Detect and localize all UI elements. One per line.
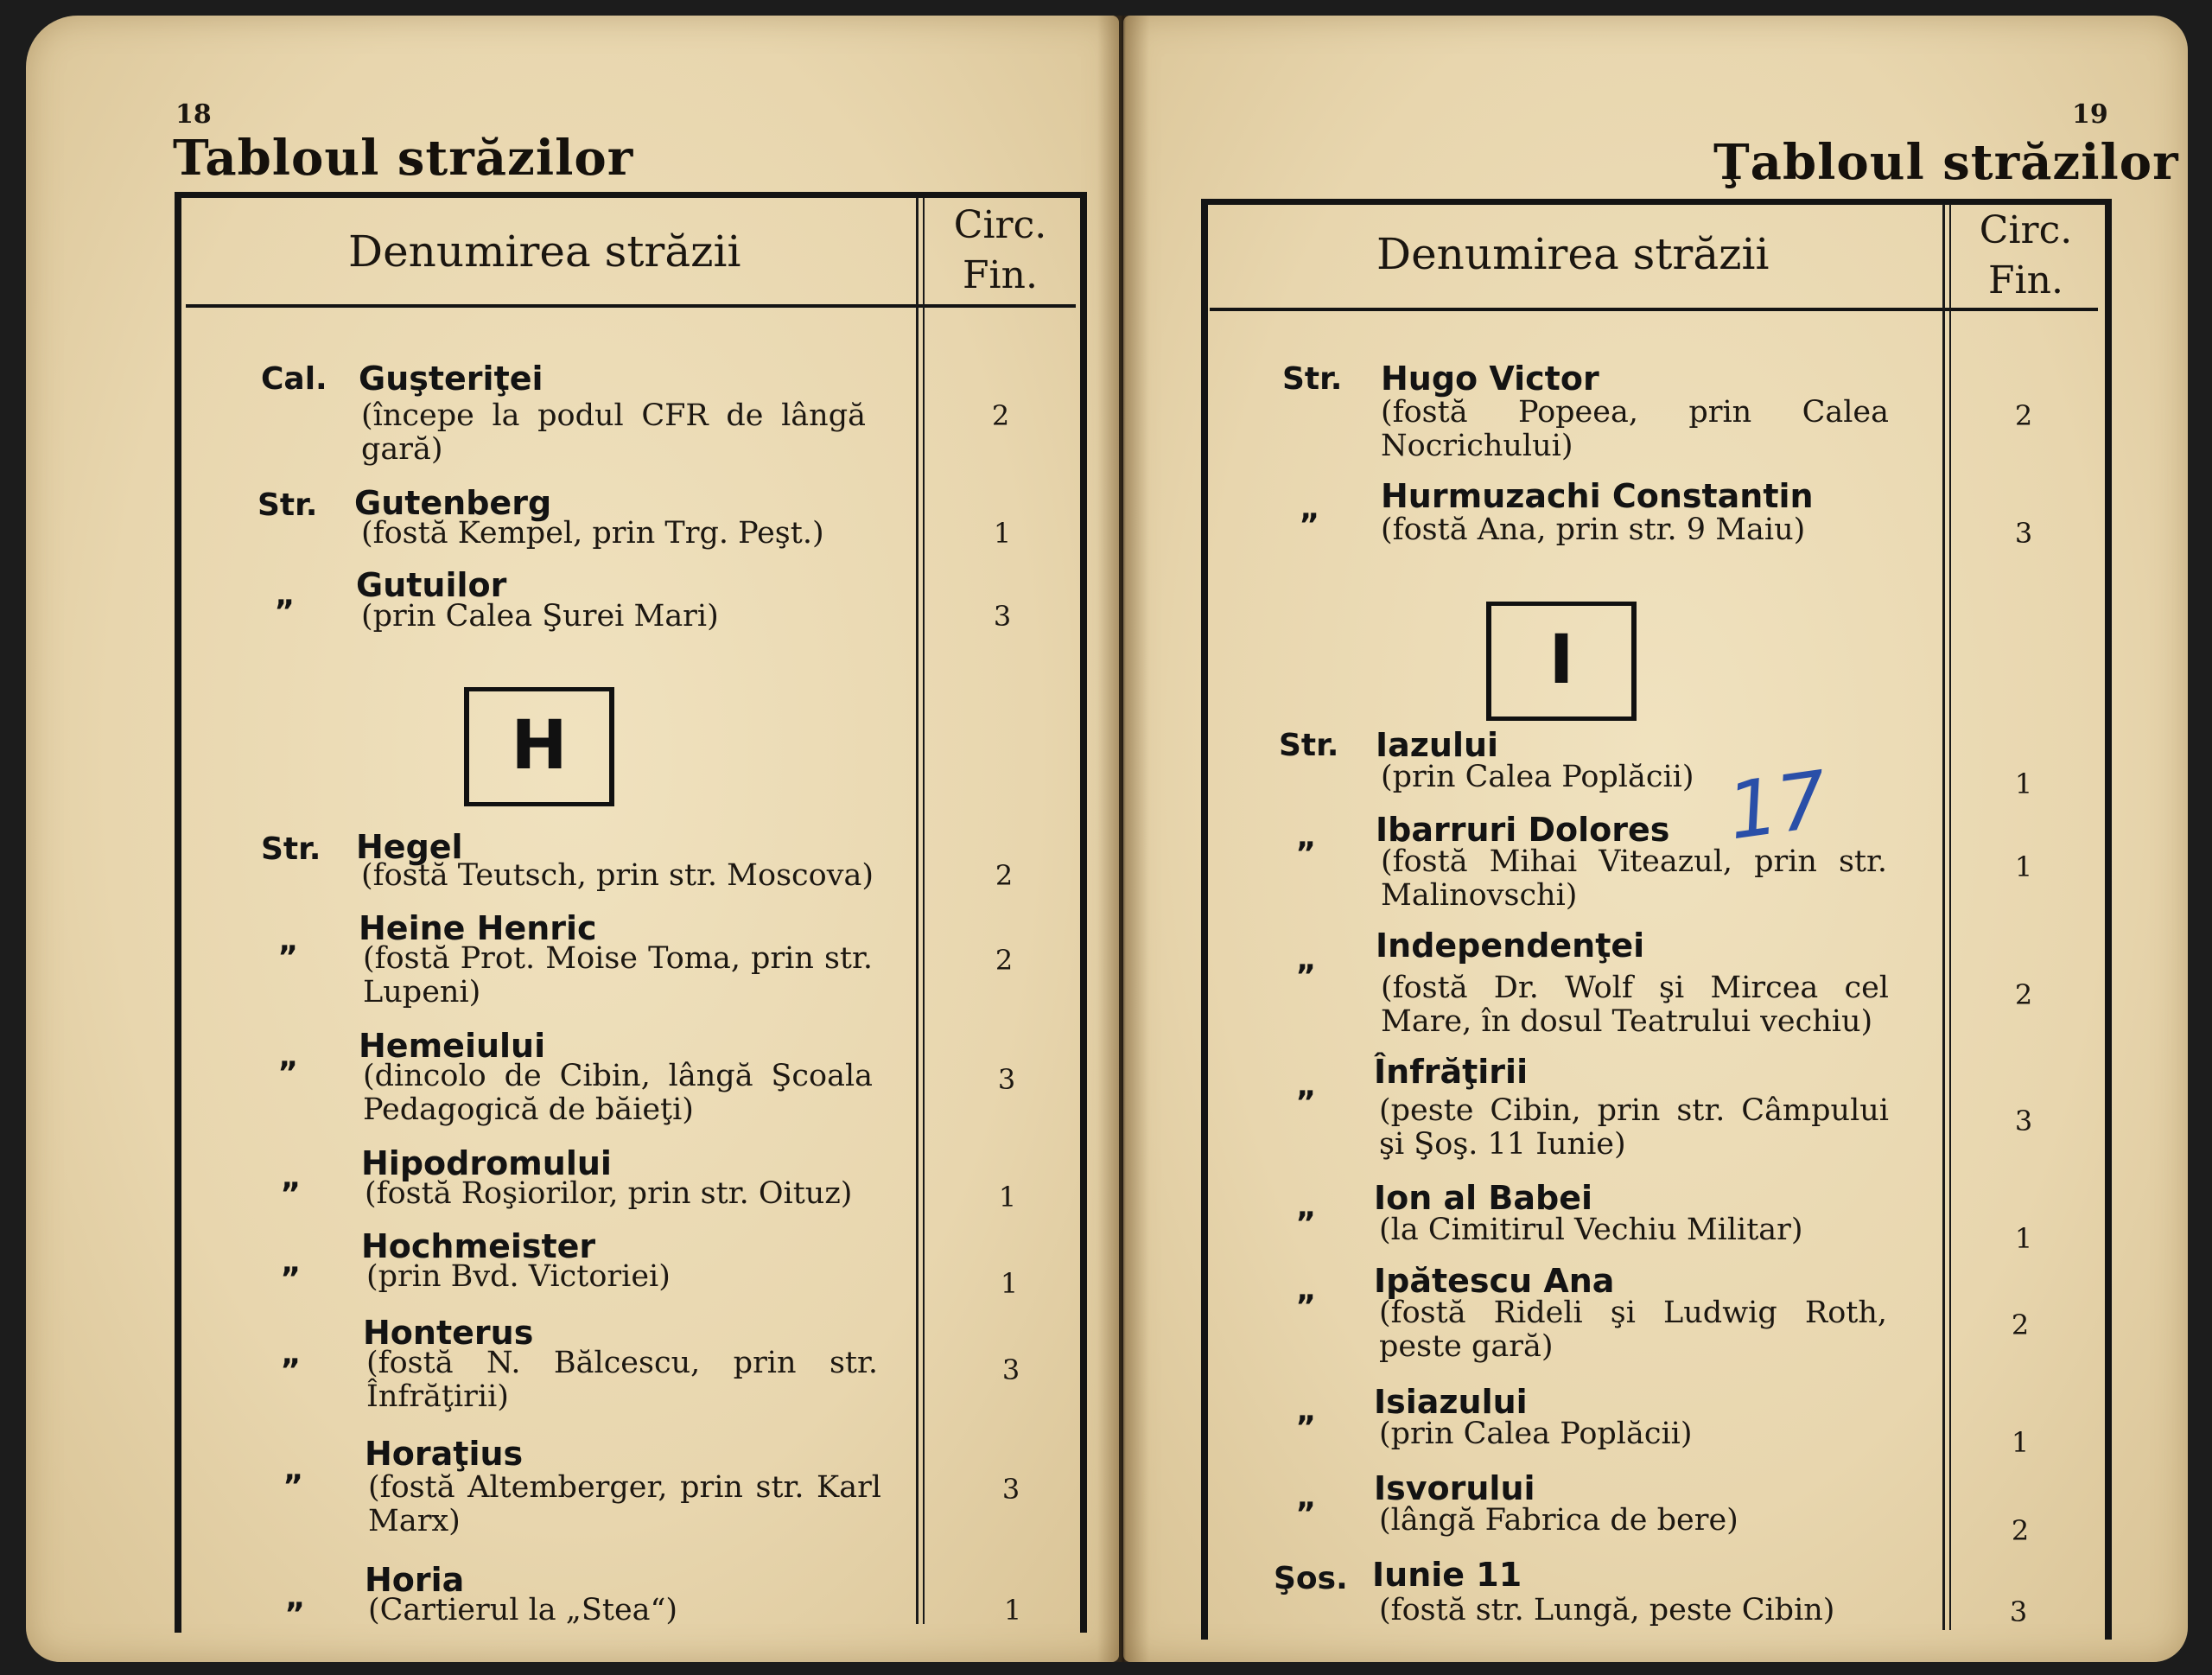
left-header-circ [929,201,1071,301]
entry-prefix: Str. [1282,361,1343,397]
circ-value: 1 [1000,1267,1019,1300]
right-header-circ [1955,206,2097,306]
entry-prefix: „ [285,1580,306,1615]
street-description: (fostă str. Lungă, peste Cibin) [1379,1593,1835,1627]
street-description: (fostă Rideli şi Ludwig Roth, peste gară) [1379,1296,1887,1364]
entry-prefix: „ [1296,942,1317,978]
circ-value: 3 [2014,1105,2033,1137]
street-name: Hegel [356,828,463,866]
street-name: Ipătescu Ana [1374,1262,1615,1300]
street-description: (dincolo de Cibin, lângă Şcoala Pedagogică de băieţi) [363,1059,873,1127]
street-description: (prin Calea Şurei Mari) [361,599,719,634]
circ-value: 1 [2011,1426,2030,1459]
street-name: Hugo Victor [1381,360,1599,398]
right-column-rule [1942,204,1945,1630]
street-description: (fostă Roşiorilor, prin str. Oituz) [365,1176,853,1211]
street-name: Horaţius [365,1435,524,1473]
book-gutter [1097,16,1149,1662]
circ-value: 2 [995,944,1014,977]
entry-prefix: „ [275,577,296,613]
right-header-street-name: Denumirea străzii [1376,229,1770,279]
circ-value: 1 [993,517,1012,550]
street-name: Horia [365,1561,465,1599]
right-header-rule [1210,308,2098,311]
circ-value: 2 [2014,978,2033,1011]
right-header-circ-line1: Circ. [1979,208,2073,252]
street-description: (fostă Teutsch, prin str. Moscova) [361,858,874,893]
left-header-circ-line2: Fin. [963,253,1038,297]
street-name: Hurmuzachi Constantin [1381,477,1814,515]
right-page-number: 19 [2072,99,2108,130]
street-description: (începe la podul CFR de lângă gară) [361,398,866,467]
right-header-circ-line2: Fin. [1988,258,2063,303]
section-letter-box-i [1486,602,1637,721]
street-name: Hipodromului [361,1144,612,1182]
street-description: (prin Calea Poplăcii) [1381,760,1694,794]
street-description: (fostă Mihai Viteazul, prin str. Malinovschi) [1381,844,1887,913]
street-name: Guşteriţei [359,360,543,398]
street-description: (fostă Popeea, prin Calea Nocrichului) [1381,395,1889,463]
entry-prefix: „ [1300,491,1320,526]
circ-value: 3 [1001,1473,1020,1506]
circ-value: 1 [2014,850,2033,883]
circ-value: 2 [995,859,1014,892]
circ-value: 3 [1001,1353,1020,1386]
entry-prefix: Şos. [1274,1561,1348,1596]
entry-prefix: „ [281,1245,302,1280]
entry-prefix: „ [1296,1068,1317,1104]
entry-prefix: Str. [1279,728,1339,763]
entry-prefix: „ [1296,1480,1317,1515]
street-description: (fostă Prot. Moise Toma, prin str. Lupeni) [363,941,873,1009]
street-name: Honterus [363,1314,534,1352]
handwritten-annotation: 17 [1722,754,1834,858]
circ-value: 3 [2009,1595,2028,1628]
street-name: Hemeiului [359,1027,546,1065]
left-column-rule-2 [923,198,925,1624]
street-description: (fostă N. Bălcescu, prin str. Înfrăţirii) [366,1346,878,1414]
street-name: Gutenberg [354,484,552,522]
entry-prefix: Cal. [261,361,327,397]
street-name: Heine Henric [359,909,597,947]
street-name: Gutuilor [356,566,507,604]
circ-value: 1 [2014,767,2033,800]
circ-value: 1 [998,1181,1017,1213]
street-description: (la Cimitirul Vechiu Militar) [1379,1213,1803,1247]
entry-prefix: „ [1296,819,1317,855]
entry-prefix: „ [1296,1272,1317,1308]
circ-value: 3 [997,1063,1016,1096]
circ-value: 2 [2011,1309,2030,1341]
street-description: (fostă Ana, prin str. 9 Maiu) [1381,513,1806,547]
circ-value: 2 [2011,1514,2030,1547]
circ-value: 2 [991,399,1010,432]
street-name: Iazului [1376,726,1499,764]
street-name: Isiazului [1374,1383,1528,1421]
street-description: (fostă Altemberger, prin str. Karl Marx) [368,1470,881,1538]
street-description: (Cartierul la „Stea“) [368,1593,678,1627]
entry-prefix: Str. [257,487,318,523]
street-description: (peste Cibin, prin str. Câmpului şi Şoş. 11 Iunie) [1379,1093,1889,1162]
street-name: Înfrăţirii [1374,1053,1529,1091]
entry-prefix: „ [1296,1393,1317,1429]
street-name: Ibarruri Dolores [1376,811,1670,849]
entry-prefix: „ [283,1452,304,1487]
street-description: (prin Bvd. Victoriei) [366,1259,671,1294]
section-letter-box-h [464,687,614,806]
section-letter: I [1548,621,1574,699]
entry-prefix: „ [281,1160,302,1195]
left-header-rule [186,304,1076,308]
left-header-street-name: Denumirea străzii [348,226,741,277]
circ-value: 1 [1003,1594,1022,1627]
circ-value: 1 [2014,1222,2033,1255]
circ-value: 2 [2014,399,2033,432]
left-page-title: Tabloul străzilor [173,130,634,187]
entry-prefix: „ [281,1336,302,1372]
circ-value: 3 [993,600,1012,633]
section-letter: H [511,707,568,785]
street-name: Iunie 11 [1372,1556,1522,1594]
entry-prefix: Str. [261,831,321,867]
street-description: (lângă Fabrica de bere) [1379,1503,1738,1538]
street-description: (fostă Kempel, prin Trg. Peşt.) [361,516,824,551]
right-column-rule-2 [1949,204,1951,1630]
entry-prefix: „ [278,1039,299,1074]
street-name: Hochmeister [361,1227,596,1265]
street-name: Independenţei [1376,927,1645,965]
circ-value: 3 [2014,517,2033,550]
street-description: (fostă Dr. Wolf şi Mircea cel Mare, în dosul Teatrului vechiu) [1381,971,1889,1039]
street-name: Isvorului [1374,1469,1535,1507]
street-description: (prin Calea Poplăcii) [1379,1417,1693,1451]
left-page-number: 18 [175,99,212,130]
entry-prefix: „ [1296,1189,1317,1225]
street-name: Ion al Babei [1374,1179,1593,1217]
left-column-rule [916,198,918,1624]
left-header-circ-line1: Circ. [953,203,1047,247]
entry-prefix: „ [278,923,299,959]
right-page-title: Ţabloul străzilor [1713,134,2179,191]
